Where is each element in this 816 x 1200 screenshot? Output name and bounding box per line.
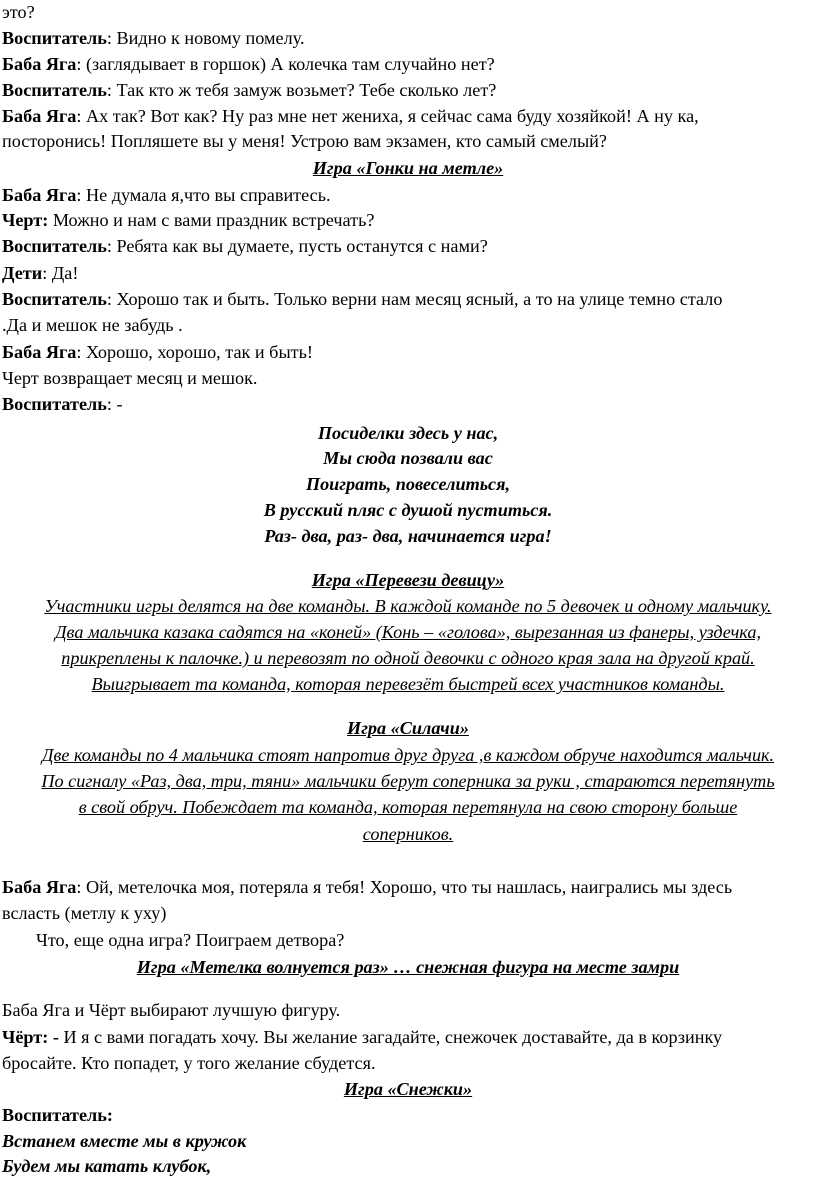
text-line — [2, 0, 814, 24]
text: всласть (метлу к уху) — [2, 903, 167, 923]
text: .Да и мешок не забудь . — [2, 315, 183, 335]
speaker-name: Баба Яга — [2, 342, 77, 362]
verse-line — [2, 1129, 814, 1153]
speech-text: : Ах так? Вот как? Ну раз мне нет жениха, я сейчас сама буду хозяйкой! А ну ка, — [76, 106, 699, 126]
dialogue-line — [2, 392, 814, 416]
speaker-name: Воспитатель — [2, 236, 107, 256]
speech-text: И я с вами погадать хочу. Вы желание загадайте, снежочек доставайте, да в корзинку — [58, 1027, 723, 1047]
description-text: прикреплены к палочке.) и перевозят по одной девочки с одного края зала на другой край. — [61, 648, 755, 668]
dialogue-line — [2, 183, 814, 207]
text-line — [2, 901, 814, 925]
text-line — [2, 1051, 814, 1075]
speech-text: : Хорошо, хорошо, так и быть! — [76, 342, 313, 362]
text: Черт возвращает месяц и мешок. — [2, 368, 258, 388]
speech-text: : Ой, метелочка моя, потеряла я тебя! Хорошо, что ты нашлась, наигрались мы здесь — [76, 877, 733, 897]
dialogue-line — [2, 340, 814, 364]
game-description-line — [0, 795, 816, 819]
verse-line — [2, 1154, 814, 1178]
speech-text: : (заглядывает в горшок) А колечка там случайно нет? — [76, 54, 495, 74]
game-heading — [0, 955, 816, 979]
dialogue-line — [2, 104, 814, 128]
speaker-name: Воспитатель — [2, 28, 107, 48]
poem-text: Посиделки здесь у нас, — [317, 423, 499, 443]
text: Что, еще одна игра? Поиграем детвора? — [36, 930, 345, 950]
poem-text: В русский пляс с душой пуститься. — [263, 500, 553, 520]
text-line — [2, 366, 814, 390]
poem-line — [0, 472, 816, 496]
poem-line — [0, 498, 816, 522]
game-description-line — [0, 743, 816, 767]
poem-text: Мы сюда позвали вас — [323, 448, 493, 468]
poem-text: Поиграть, повеселиться, — [305, 474, 511, 494]
text: бросайте. Кто попадет, у того желание сбудется. — [2, 1053, 376, 1073]
description-text: По сигналу «Раз, два, три, тяни» мальчики берут соперника за руки , стараются перетянуть — [41, 771, 775, 791]
description-text: Выигрывает та команда, которая перевезёт быстрей всех участников команды. — [91, 674, 725, 694]
game-description-line — [0, 822, 816, 846]
game-description-line — [0, 769, 816, 793]
dialogue-line — [2, 208, 814, 232]
speaker-name: Баба Яга — [2, 106, 77, 126]
verse-text: Встанем вместе мы в кружок — [2, 1131, 247, 1151]
text-line — [2, 129, 814, 153]
speaker-name: Чёрт: - — [2, 1027, 59, 1047]
speech-text: : - — [106, 394, 123, 414]
description-text: Две команды по 4 мальчика стоят напротив друг друга ,в каждом обруче находится мальчик. — [41, 745, 775, 765]
text: посторонись! Попляшете вы у меня! Устрою вам экзамен, кто самый смелый? — [2, 131, 607, 151]
description-text: соперников. — [362, 824, 454, 844]
speaker-name: Воспитатель — [2, 80, 107, 100]
poem-text: Раз- два, раз- два, начинается игра! — [264, 526, 552, 546]
dialogue-line — [2, 26, 814, 50]
speaker-name: Баба Яга — [2, 185, 77, 205]
speech-text: : Так кто ж тебя замуж возьмет? Тебе сколько лет? — [106, 80, 497, 100]
dialogue-line — [2, 287, 814, 311]
text-line — [36, 928, 816, 952]
speech-text: Можно и нам с вами праздник встречать? — [48, 210, 375, 230]
game-description-line — [0, 594, 816, 618]
speaker-name: Воспитатель: — [2, 1105, 113, 1125]
text-line — [2, 313, 814, 337]
game-description-line — [0, 646, 816, 670]
speech-text: : Хорошо так и быть. Только верни нам месяц ясный, а то на улице темно стало — [106, 289, 723, 309]
speaker-name: Баба Яга — [2, 54, 77, 74]
game-heading — [0, 156, 816, 180]
heading-text: Игра «Метелка волнуется раз» … снежная фигура на месте замри — [136, 957, 680, 977]
poem-line — [0, 524, 816, 548]
dialogue-line — [2, 875, 814, 899]
poem-line — [0, 421, 816, 445]
verse-text: Будем мы катать клубок, — [2, 1156, 212, 1176]
description-text: в свой обруч. Побеждает та команда, которая перетянула на свою сторону больше — [78, 797, 738, 817]
dialogue-line — [2, 52, 814, 76]
speaker-name: Баба Яга — [2, 877, 77, 897]
speaker-name: Воспитатель — [2, 289, 107, 309]
speech-text: : Да! — [42, 263, 79, 283]
speaker-name: Дети — [2, 263, 43, 283]
game-heading — [0, 568, 816, 592]
speech-text: : Не думала я,что вы справитесь. — [76, 185, 331, 205]
text: это? — [2, 2, 35, 22]
text: Баба Яга и Чёрт выбирают лучшую фигуру. — [2, 1000, 341, 1020]
heading-text: Игра «Гонки на метле» — [312, 158, 504, 178]
dialogue-line — [2, 78, 814, 102]
dialogue-line — [2, 1025, 814, 1049]
game-description-line — [0, 672, 816, 696]
poem-line — [0, 446, 816, 470]
description-text: Участники игры делятся на две команды. В каждой команде по 5 девочек и одному мальчику. — [44, 596, 772, 616]
speech-text: : Ребята как вы думаете, пусть останутся с нами? — [106, 236, 488, 256]
text-line — [2, 998, 814, 1022]
speaker-line — [2, 1103, 814, 1127]
game-heading — [0, 716, 816, 740]
heading-text: Игра «Перевези девицу» — [311, 570, 505, 590]
description-text: Два мальчика казака садятся на «коней» (Конь – «голова», вырезанная из фанеры, уздечка, — [54, 622, 762, 642]
heading-text: Игра «Силачи» — [347, 718, 469, 738]
speaker-name: Черт: — [2, 210, 49, 230]
game-description-line — [0, 620, 816, 644]
speaker-name: Воспитатель — [2, 394, 107, 414]
dialogue-line — [2, 234, 814, 258]
dialogue-line — [2, 261, 814, 285]
heading-text: Игра «Снежки» — [343, 1079, 473, 1099]
speech-text: : Видно к новому помелу. — [106, 28, 305, 48]
game-heading — [0, 1077, 816, 1101]
